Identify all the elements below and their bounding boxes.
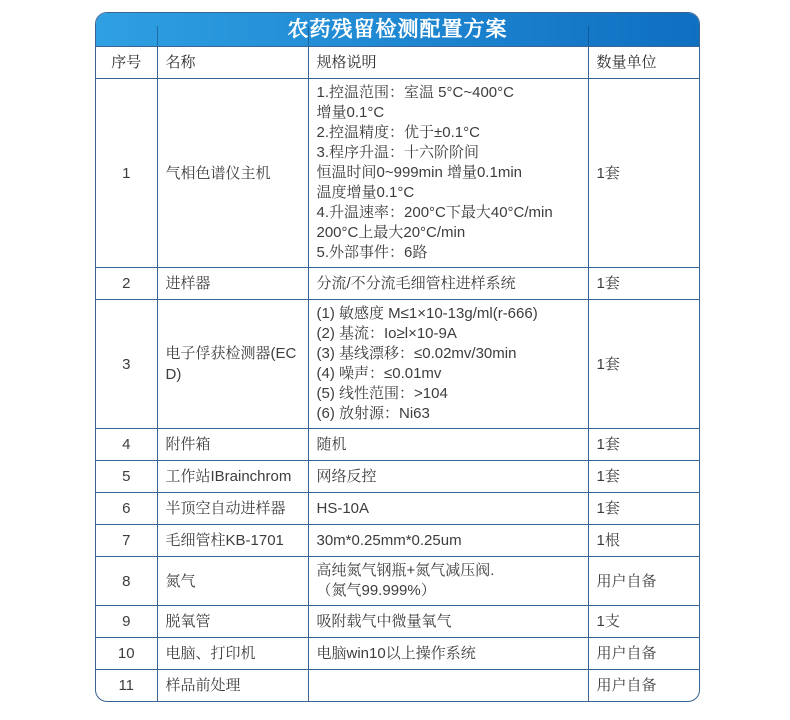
table-row [96,461,699,493]
row-name: 附件箱 [157,429,308,461]
row-seq: 7 [96,525,157,557]
row-qty: 1套 [588,493,699,525]
spec-line: 分流/不分流毛细管柱进样系统 [316,274,516,292]
spec-line: 200°C上最大20°C/min [316,224,466,241]
column-separator-line [157,26,158,46]
column-header-name: 名称 [157,47,308,79]
row-spec [308,606,588,638]
row-name: 工作站IBrainchrom [157,461,308,493]
row-seq: 11 [96,670,157,702]
spec-line: (1) 敏感度 M≤1×10-13g/ml(r-666) [316,305,538,322]
row-qty: 1支 [588,606,699,638]
spec-line: 4.升温速率：200°C下最大40°C/min [316,204,553,221]
row-seq: 5 [96,461,157,493]
spec-line: （氮气99.999%） [316,582,436,599]
row-seq: 9 [96,606,157,638]
row-spec [308,525,588,557]
table-row [96,79,699,268]
row-name: 半顶空自动进样器 [157,493,308,525]
row-seq: 4 [96,429,157,461]
table-title: 农药残留检测配置方案 [287,18,508,41]
row-name: 气相色谱仪主机 [157,79,308,268]
spec-line: 5.外部事件：6路 [316,244,428,261]
spec-line: 网络反控 [316,467,377,485]
row-spec [308,557,588,606]
spec-line: 高纯氮气钢瓶+氮气减压阀. [316,562,495,579]
row-seq: 10 [96,638,157,670]
spec-line: 温度增量0.1°C [316,184,415,201]
row-qty: 用户自备 [588,670,699,702]
column-header-row [96,47,699,79]
column-header-spec: 规格说明 [308,47,588,79]
spec-line: (4) 噪声：≤0.01mv [316,365,442,382]
row-qty: 1套 [588,300,699,429]
row-spec [308,638,588,670]
table-row [96,493,699,525]
row-seq: 3 [96,300,157,429]
column-separator-line [588,26,589,46]
spec-line: 3.程序升温：十六阶阶间 [316,144,480,161]
spec-line: (2) 基流：Io≥l×10-9A [316,325,457,342]
row-name: 氮气 [157,557,308,606]
row-seq: 1 [96,79,157,268]
row-qty: 用户自备 [588,557,699,606]
row-qty: 用户自备 [588,638,699,670]
row-qty: 1套 [588,268,699,300]
spec-line: (3) 基线漂移：≤0.02mv/30min [316,345,517,362]
row-spec [308,493,588,525]
row-name: 脱氧管 [157,606,308,638]
table-row [96,525,699,557]
spec-line: (6) 放射源：Ni63 [316,405,430,422]
row-name: 电脑、打印机 [157,638,308,670]
table-title-bar [96,13,699,47]
row-spec [308,79,588,268]
table-row [96,300,699,429]
row-qty: 1套 [588,79,699,268]
row-qty: 1套 [588,461,699,493]
config-table [95,12,700,702]
spec-line: 随机 [316,435,347,453]
table-row [96,638,699,670]
row-name: 样品前处理 [157,670,308,702]
spec-line: 增量0.1°C [316,104,385,121]
row-name: 电子俘获检测器(ECD) [157,300,308,429]
spec-line: HS-10A [316,499,370,517]
column-separator-line [308,26,309,46]
table-row [96,429,699,461]
column-header-qty: 数量单位 [588,47,699,79]
row-qty: 1根 [588,525,699,557]
row-spec [308,429,588,461]
row-seq: 6 [96,493,157,525]
table-row [96,606,699,638]
column-header-seq: 序号 [96,47,157,79]
spec-line: 30m*0.25mm*0.25um [316,531,462,549]
spec-line: 2.控温精度：优于±0.1°C [316,124,480,141]
spec-line: 恒温时间0~999min 增量0.1min [316,164,522,181]
row-spec [308,268,588,300]
spec-line: 吸附载气中微量氧气 [316,612,452,630]
row-spec [308,300,588,429]
row-spec [308,670,588,702]
spec-line: 电脑win10以上操作系统 [316,644,476,662]
table-row [96,268,699,300]
spec-line: (5) 线性范围：>104 [316,385,448,402]
row-name: 进样器 [157,268,308,300]
spec-table [96,47,699,701]
spec-line: 1.控温范围：室温 5°C~400°C [316,84,514,101]
row-qty: 1套 [588,429,699,461]
table-row [96,557,699,606]
row-name: 毛细管柱KB-1701 [157,525,308,557]
row-seq: 2 [96,268,157,300]
row-spec [308,461,588,493]
table-row [96,670,699,702]
row-seq: 8 [96,557,157,606]
